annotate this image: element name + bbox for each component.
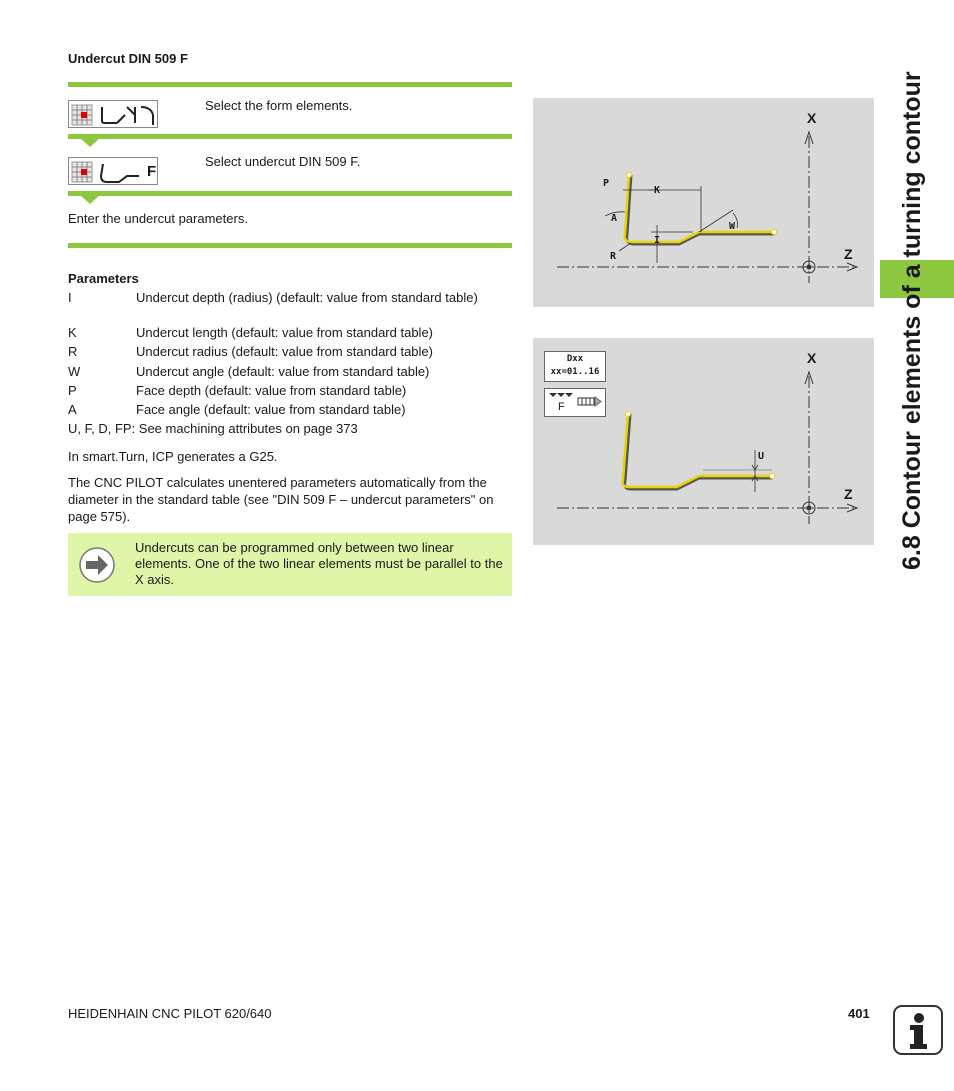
dim-label-i: I <box>654 235 661 246</box>
form-elements-softkey[interactable] <box>68 100 158 128</box>
smartturn-line: In smart.Turn, ICP generates a G25. <box>68 449 278 464</box>
z-axis-label: Z <box>844 486 853 502</box>
info-icon <box>893 1005 943 1055</box>
dim-label-p: P <box>603 178 610 189</box>
dim-label-k: K <box>654 185 661 196</box>
parameter-key: K <box>68 325 77 340</box>
parameter-description: Undercut length (default: value from standard table) <box>136 325 434 340</box>
diameter-box-line1: Dxx <box>566 354 584 364</box>
parameter-key: A <box>68 402 77 417</box>
step-divider <box>68 134 512 139</box>
parameter-description: Face angle (default: value from standard table) <box>136 402 406 417</box>
step-arrow <box>80 138 100 147</box>
step-1-text: Select the form elements. <box>205 98 353 113</box>
note-box <box>68 533 512 596</box>
z-axis-label: Z <box>844 246 853 262</box>
calc-paragraph: The CNC PILOT calculates unentered parameters automatically from the diameter in the standard table (see "DIN 509 F – undercut parameters" on page 575). <box>68 475 494 524</box>
arrow-right-icon <box>78 546 116 584</box>
chapter-title: 6.8 Contour elements of a turning contour <box>898 71 926 570</box>
step-divider <box>68 243 512 248</box>
step-2-text: Select undercut DIN 509 F. <box>205 154 361 169</box>
attribute-box <box>544 388 606 417</box>
step-divider <box>68 191 512 196</box>
attribute-f-label: F <box>558 401 565 413</box>
undercut-attribute-diagram <box>533 338 874 545</box>
finish-symbol-icon <box>545 389 605 416</box>
step-divider <box>68 82 512 87</box>
softkey-f-label: F <box>147 163 157 180</box>
undercut-diagram <box>533 98 874 307</box>
step-arrow <box>80 195 100 204</box>
page-number: 401 <box>848 1006 870 1021</box>
parameter-description: Undercut angle (default: value from standard table) <box>136 364 430 379</box>
parameter-key: P <box>68 383 77 398</box>
parameter-key: R <box>68 344 78 359</box>
parameter-key: I <box>68 290 72 305</box>
note-text: Undercuts can be programmed only between two linear elements. One of the two linear elements must be parallel to the X axis. <box>135 540 503 587</box>
x-axis-label: X <box>807 110 817 126</box>
undercut-f-icon <box>69 158 159 186</box>
dim-label-u: U <box>758 451 765 462</box>
diameter-box-line2: xx=01..16 <box>550 367 600 377</box>
section-heading: Undercut DIN 509 F <box>68 51 188 66</box>
attributes-line: U, F, D, FP: See machining attributes on page 373 <box>68 421 358 436</box>
parameter-description: Undercut depth (radius) (default: value from standard table) <box>136 290 478 305</box>
form-elements-icon <box>69 101 159 129</box>
footer-product: HEIDENHAIN CNC PILOT 620/640 <box>68 1006 272 1021</box>
parameters-heading: Parameters <box>68 271 139 286</box>
undercut-din509f-softkey[interactable] <box>68 157 158 185</box>
enter-parameters-text: Enter the undercut parameters. <box>68 211 248 226</box>
diameter-box <box>544 351 606 382</box>
parameter-description: Undercut radius (default: value from standard table) <box>136 344 433 359</box>
dim-label-r: R <box>610 251 617 262</box>
x-axis-label: X <box>807 350 817 366</box>
parameter-description: Face depth (default: value from standard table) <box>136 383 407 398</box>
dim-label-w: W <box>729 221 736 232</box>
dim-label-a: A <box>611 213 618 224</box>
parameter-key: W <box>68 364 81 379</box>
